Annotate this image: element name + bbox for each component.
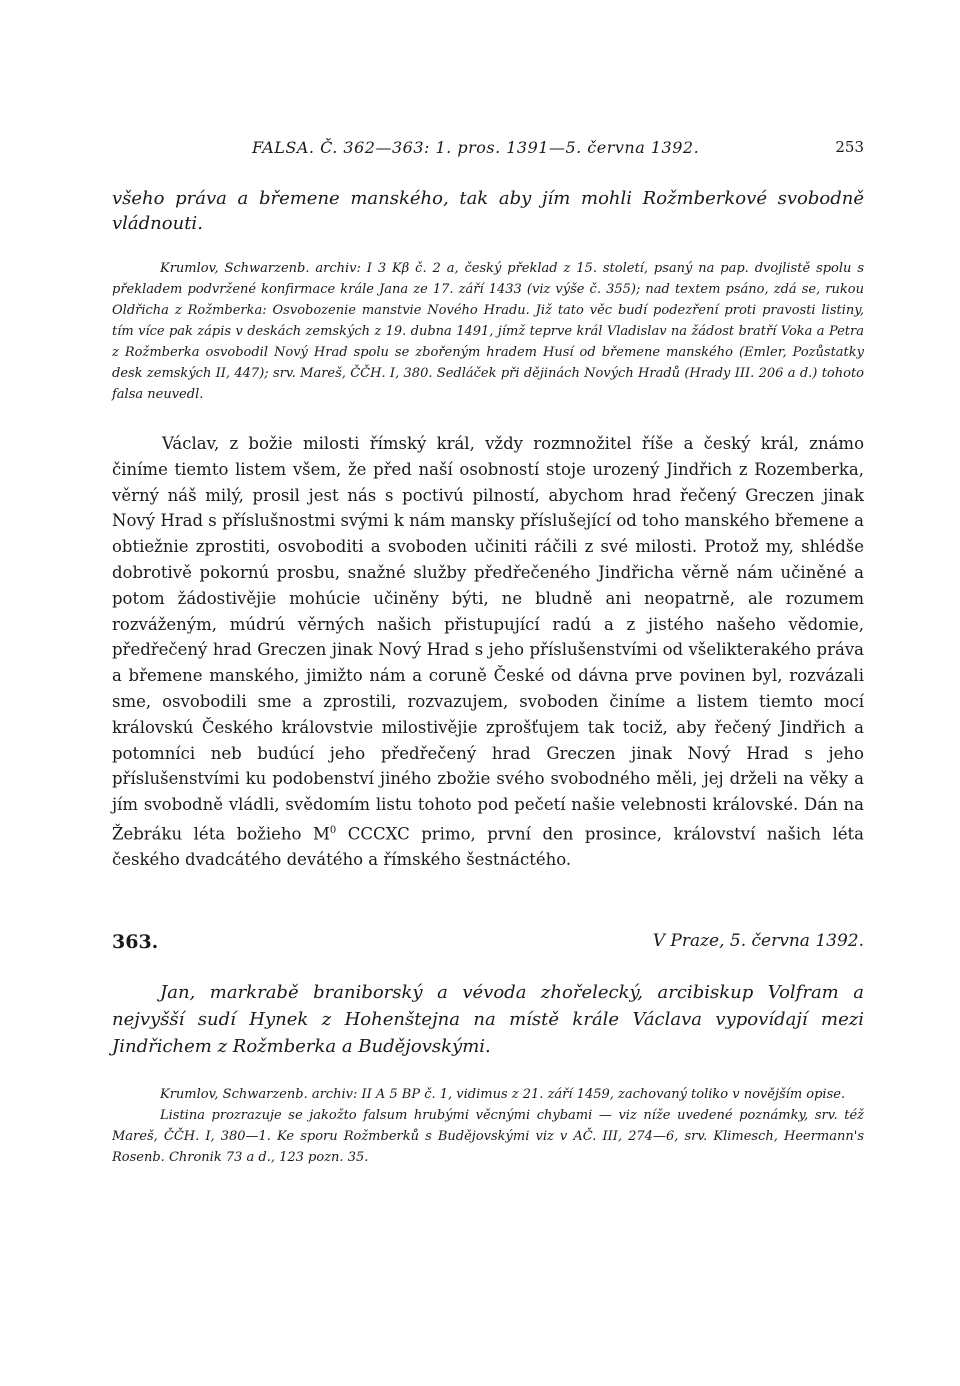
running-head-title: FALSA. Č. 362—363: 1. pros. 1391—5. června 1392. [252, 138, 700, 157]
charter-text [112, 431, 864, 873]
regest: Jan, markrabě braniborský a vévoda zhořelecký, arcibiskup Volfram a nejvyšší sudí Hynek z Hohenštejna na místě krále Václava vypovídají mezi Jindřichem z Rožmberka a Budějovskými. [112, 982, 864, 1058]
document-date: V Praze, 5. června 1392. [652, 931, 864, 952]
source-note-362 [112, 258, 864, 405]
document-number: 363. [112, 931, 159, 954]
page-number: 253 [835, 138, 864, 156]
source-note-363 [112, 1084, 864, 1168]
page [112, 138, 864, 1168]
source-note-363-a: Krumlov, Schwarzenb. archiv: II A 5 BP č. 1, vidimus z 21. září 1459, zachovaný toliko v novějším opise. [160, 1087, 846, 1103]
charter-text-end: CCCXC primo, první den prosince, království našich léta českého dvadcátého devátého a římského šestnáctého. [112, 824, 865, 870]
source-note-362-text: Krumlov, Schwarzenb. archiv: I 3 Kβ č. 2 a, český překlad z 15. století, psaný na pap. dvojlistě spolu s překladem podvržené konfirmace krále Jana ze 17. září 1433 (viz výše č. 355); nad textem psáno, zdá se, rukou Oldřicha z Rožmberka: Osvobozenie manstvie Nového Hradu. Již tato věc budí podezření proti pravosti listiny, tím více pak zápis v deskách zemských z 19. dubna 1491, jímž teprve král Vladislav na žádost bratří Voka a Petra z Rožmberka osvobodil Nový Hrad spolu se zbořeným hradem Husí od břemene manského (Emler, Pozůstatky desk zemských II, 447); srv. Mareš, ČČH. I, 380. Sedláček při dějinách Nových Hradů (Hrady III. 206 a d.) tohoto falsa neuvedl. [112, 261, 864, 402]
carryover-text: všeho práva a břemene manského, tak aby jím mohli Rožmberkové svobodně vládnouti. [112, 188, 864, 234]
charter-text-main: Václav, z božie milosti římský král, vždy rozmnožitel říše a český král, známo činíme tiemto listem všem, že před naší osobností stoje urozený Jindřich z Rozemberka, věrný náš milý, prosil jest nás s poctivú pilností, abychom hrad řečený Greczen jinak Nový Hrad s příslušnostmi svými k nám mansky příslušející od toho manského břemene a obtiežnie zprostiti, osvoboditi a svoboden učiniti ráčili z své milosti. Protož my, shlédše dobrotivě pokornú prosbu, snažné služby předřečeného Jindřicha věrně nám učiněné a potom žádostivějie mohúcie učiněny býti, ne bludně ani neopatrně, ale rozumem rozváženým, múdrú věrných našich přistupující radú a z jistého našeho vědomie, předřečený hrad Greczen jinak Nový Hrad s jeho příslušenstvími od všelikterakého práva a břemene manského, jimižto nám a coruně České od dávna prve povinen byl, rozvázali sme, osvobodili sme a zprostili, rozvazujem, svoboden činíme a listem tiemto mocí královskú Českého královstvie milostivějie zprošťujem tak tociž, aby řečený Jindřich a potomníci neb budúcí jeho předřečený hrad Greczen jinak Nový Hrad s jeho příslušenstvími ku podobenství jiného zbožie svého svobodného měli, jej drželi na věky a jím svobodně vládli, svědomím listu tohoto pod pečetí našie velebnosti královské. Dán na Žebráku léta božieho M [112, 434, 864, 844]
source-note-363-b: Listina prozrazuje se jakožto falsum hrubými věcnými chybami — viz níže uvedené poznámky, srv. též Mareš, ČČH. I, 380—1. Ke sporu Rožmberků s Budějovskými viz v AČ. III, 274—6, srv. Klimesch, Heermann's Rosenb. Chronik 73 a d., 123 pozn. 35. [112, 1108, 864, 1166]
charter-text-superscript: 0 [329, 824, 337, 836]
document-header [112, 931, 864, 961]
running-head [112, 138, 864, 168]
